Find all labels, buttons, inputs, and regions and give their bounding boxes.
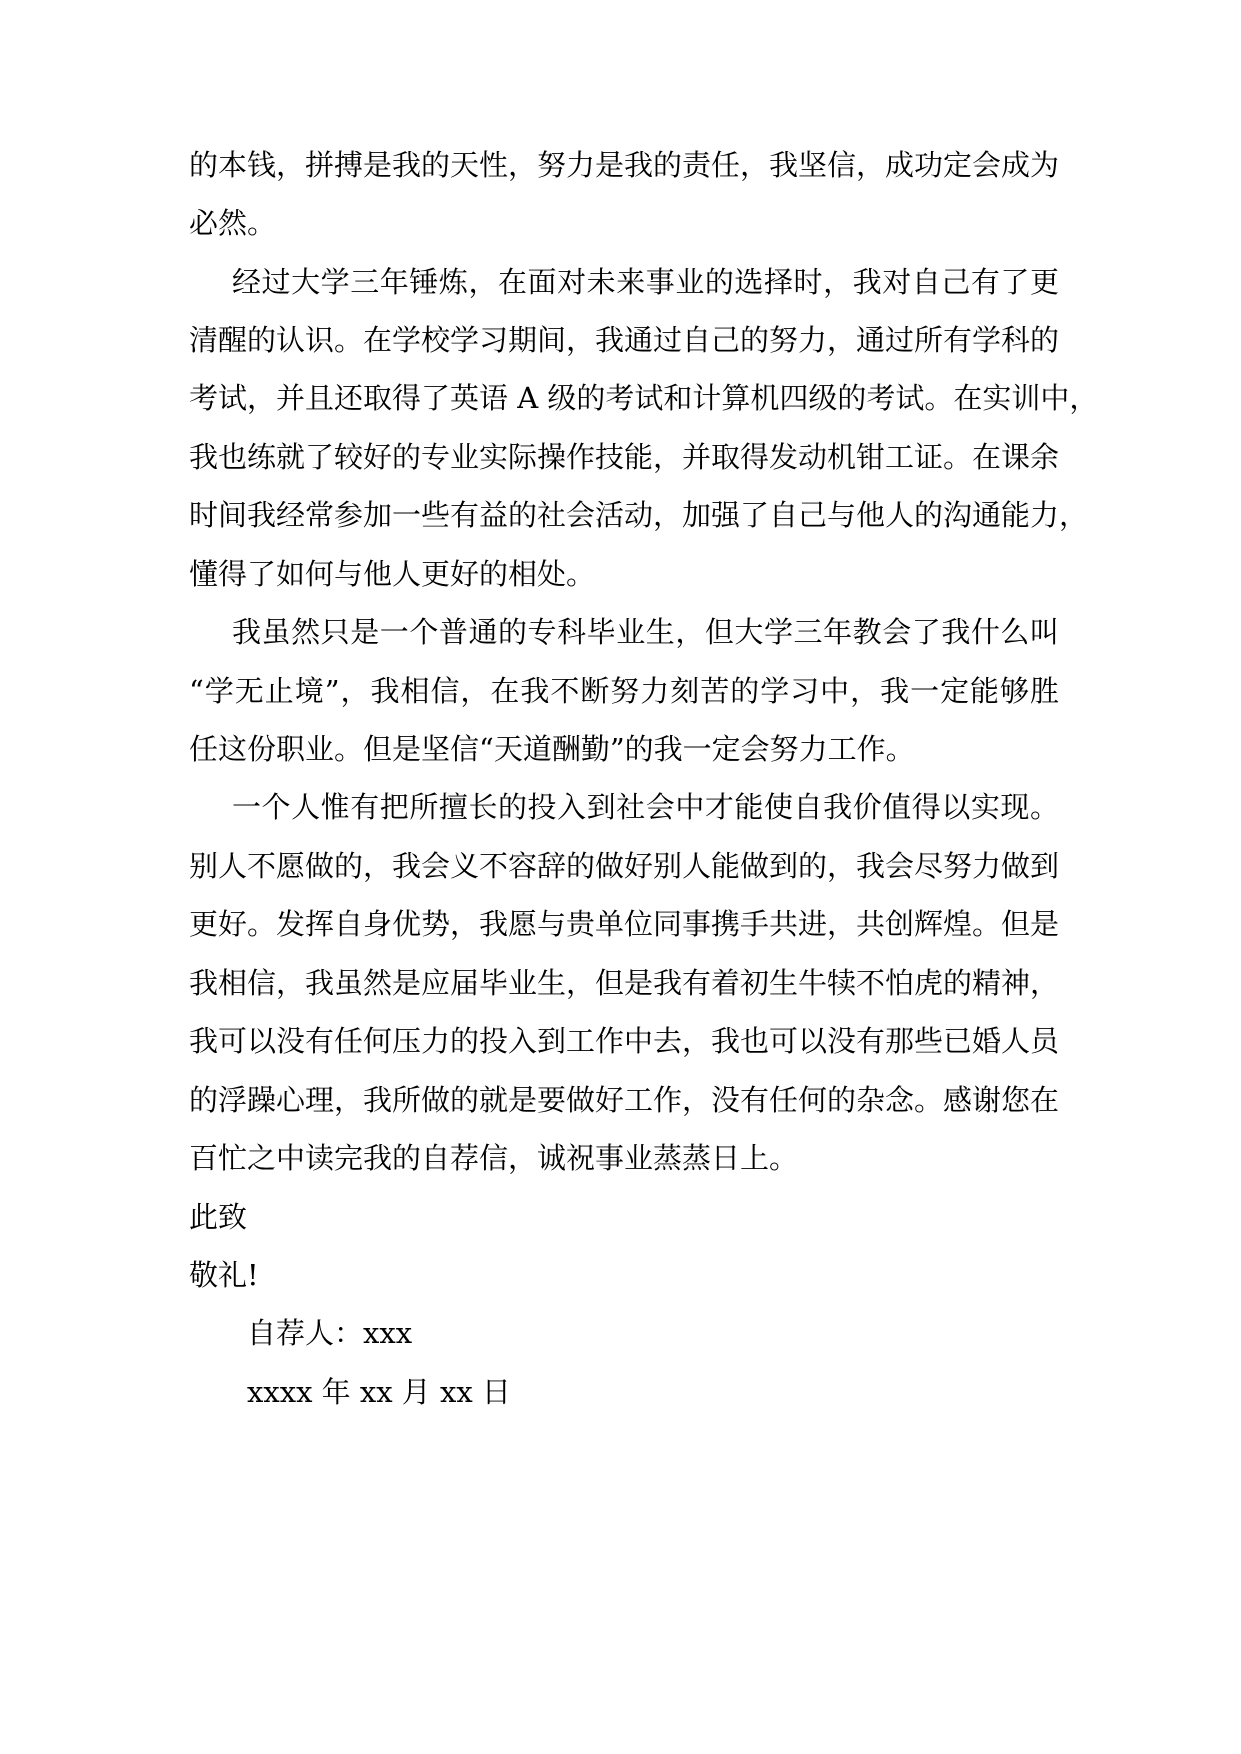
paragraph-1-line-1: 的本钱，拼搏是我的天性，努力是我的责任，我坚信，成功定会成为 bbox=[189, 148, 1060, 182]
paragraph-2-line-4: 我也练就了较好的专业实际操作技能，并取得发动机钳工证。在课余 bbox=[189, 440, 1060, 474]
date: xxxx 年 xx 月 xx 日 bbox=[247, 1375, 511, 1409]
paragraph-4-line-7: 百忙之中读完我的自荐信，诚祝事业蒸蒸日上。 bbox=[189, 1141, 799, 1175]
signature: 自荐人：xxx bbox=[247, 1316, 413, 1350]
paragraph-1-line-2: 必然。 bbox=[189, 206, 277, 240]
closing-salutation: 此致 bbox=[189, 1200, 248, 1234]
paragraph-3-line-3: 任这份职业。但是坚信“天道酬勤”的我一定会努力工作。 bbox=[189, 732, 915, 766]
paragraph-3-line-1: 我虽然只是一个普通的专科毕业生，但大学三年教会了我什么叫 bbox=[232, 615, 1059, 649]
paragraph-3-line-2: “学无止境”，我相信，在我不断努力刻苦的学习中，我一定能够胜 bbox=[189, 674, 1059, 708]
paragraph-2-line-1: 经过大学三年锤炼，在面对未来事业的选择时，我对自己有了更 bbox=[232, 265, 1059, 299]
paragraph-2-line-6: 懂得了如何与他人更好的相处。 bbox=[189, 557, 596, 591]
paragraph-4-line-2: 别人不愿做的，我会义不容辞的做好别人能做到的，我会尽努力做到 bbox=[189, 849, 1060, 883]
paragraph-4-line-1: 一个人惟有把所擅长的投入到社会中才能使自我价值得以实现。 bbox=[232, 790, 1059, 824]
paragraph-2-line-5: 时间我经常参加一些有益的社会活动，加强了自己与他人的沟通能力， bbox=[189, 498, 1089, 532]
paragraph-4-line-4: 我相信，我虽然是应届毕业生，但是我有着初生牛犊不怕虎的精神， bbox=[189, 966, 1060, 1000]
paragraph-2-line-2: 清醒的认识。在学校学习期间，我通过自己的努力，通过所有学科的 bbox=[189, 323, 1060, 357]
paragraph-2-line-3: 考试，并且还取得了英语 A 级的考试和计算机四级的考试。在实训中， bbox=[189, 381, 1099, 415]
closing-respect: 敬礼! bbox=[189, 1258, 259, 1292]
paragraph-4-line-3: 更好。发挥自身优势，我愿与贵单位同事携手共进，共创辉煌。但是 bbox=[189, 907, 1060, 941]
paragraph-4-line-5: 我可以没有任何压力的投入到工作中去，我也可以没有那些已婚人员 bbox=[189, 1024, 1060, 1058]
paragraph-4-line-6: 的浮躁心理，我所做的就是要做好工作，没有任何的杂念。感谢您在 bbox=[189, 1083, 1060, 1117]
